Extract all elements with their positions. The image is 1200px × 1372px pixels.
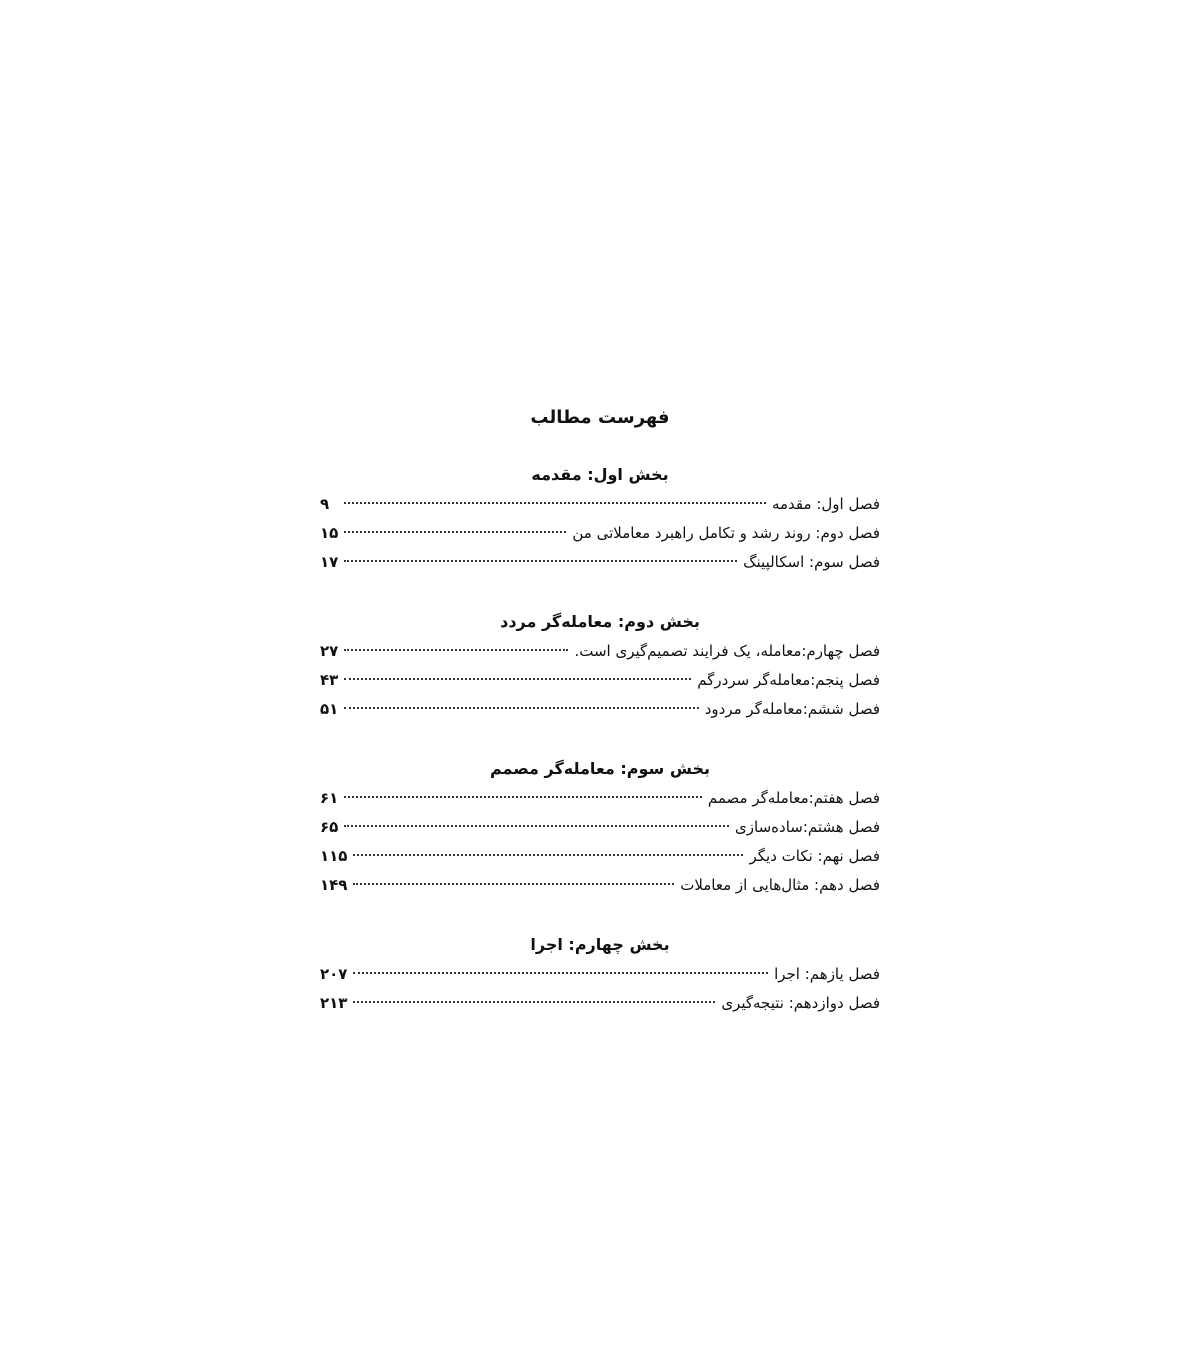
entry-page-number: ۱۱۵	[320, 847, 348, 865]
toc-entry[interactable]	[320, 871, 880, 900]
entry-title: فصل یازهم: اجرا	[774, 965, 880, 983]
dot-leader	[344, 531, 566, 533]
toc-entry[interactable]	[320, 490, 880, 519]
table-of-contents	[320, 396, 880, 1048]
entry-page-number: ۲۰۷	[320, 965, 348, 983]
entry-page-number: ۱۷	[320, 553, 339, 571]
dot-leader	[353, 883, 674, 885]
toc-title: فهرست مطالب	[530, 407, 670, 428]
toc-section-part-2	[320, 607, 880, 724]
dot-leader	[353, 972, 768, 974]
toc-entry[interactable]	[320, 842, 880, 871]
toc-entry[interactable]	[320, 548, 880, 577]
entry-title: فصل سوم: اسکالپینگ	[743, 553, 880, 571]
toc-entry[interactable]	[320, 695, 880, 724]
entry-title: فصل پنجم:معامله‌گر سردرگم	[697, 671, 880, 689]
toc-entry[interactable]	[320, 813, 880, 842]
entry-title: فصل دوازدهم: نتیجه‌گیری	[721, 994, 880, 1012]
entry-title: فصل هفتم:معامله‌گر مصمم	[707, 789, 880, 807]
dot-leader	[344, 825, 729, 827]
entry-page-number: ۴۳	[320, 671, 339, 689]
toc-entry[interactable]	[320, 784, 880, 813]
entry-page-number: ۱۴۹	[320, 876, 348, 894]
entry-title: فصل دهم: مثال‌هایی از معاملات	[680, 876, 880, 894]
toc-section-part-4	[320, 930, 880, 1018]
dot-leader	[344, 707, 698, 709]
toc-section-part-3	[320, 754, 880, 900]
dot-leader	[344, 678, 691, 680]
dot-leader	[353, 1001, 715, 1003]
dot-leader	[344, 649, 568, 651]
entry-title: فصل نهم: نکات دیگر	[749, 847, 880, 865]
entry-title: فصل دوم: روند رشد و تکامل راهبرد معاملاتی من	[572, 524, 880, 542]
entry-page-number: ۶۵	[320, 818, 339, 836]
dot-leader	[344, 560, 737, 562]
section-heading: بخش دوم: معامله‌گر مردد	[500, 612, 700, 631]
toc-entry[interactable]	[320, 519, 880, 548]
entry-page-number: ۲۱۳	[320, 994, 348, 1012]
dot-leader	[344, 502, 766, 504]
section-heading: بخش سوم: معامله‌گر مصمم	[489, 759, 711, 778]
dot-leader	[344, 796, 702, 798]
section-heading: بخش اول: مقدمه	[531, 465, 669, 484]
toc-entry[interactable]	[320, 960, 880, 989]
toc-entry[interactable]	[320, 989, 880, 1018]
entry-title: فصل ششم:معامله‌گر مردود	[704, 700, 880, 718]
dot-leader	[353, 854, 743, 856]
toc-entry[interactable]	[320, 637, 880, 666]
toc-entry[interactable]	[320, 666, 880, 695]
entry-title: فصل چهارم:معامله، یک فرایند تصمیم‌گیری است.	[574, 642, 880, 660]
entry-page-number: ۵۱	[320, 700, 339, 718]
entry-page-number: ۹	[320, 495, 330, 513]
entry-page-number: ۲۷	[320, 642, 339, 660]
entry-page-number: ۱۵	[320, 524, 339, 542]
entry-title: فصل اول: مقدمه	[771, 495, 880, 513]
entry-page-number: ۶۱	[320, 789, 339, 807]
toc-section-part-1	[320, 460, 880, 577]
entry-title: فصل هشتم:ساده‌سازی	[735, 818, 880, 836]
section-heading: بخش چهارم: اجرا	[530, 935, 670, 954]
